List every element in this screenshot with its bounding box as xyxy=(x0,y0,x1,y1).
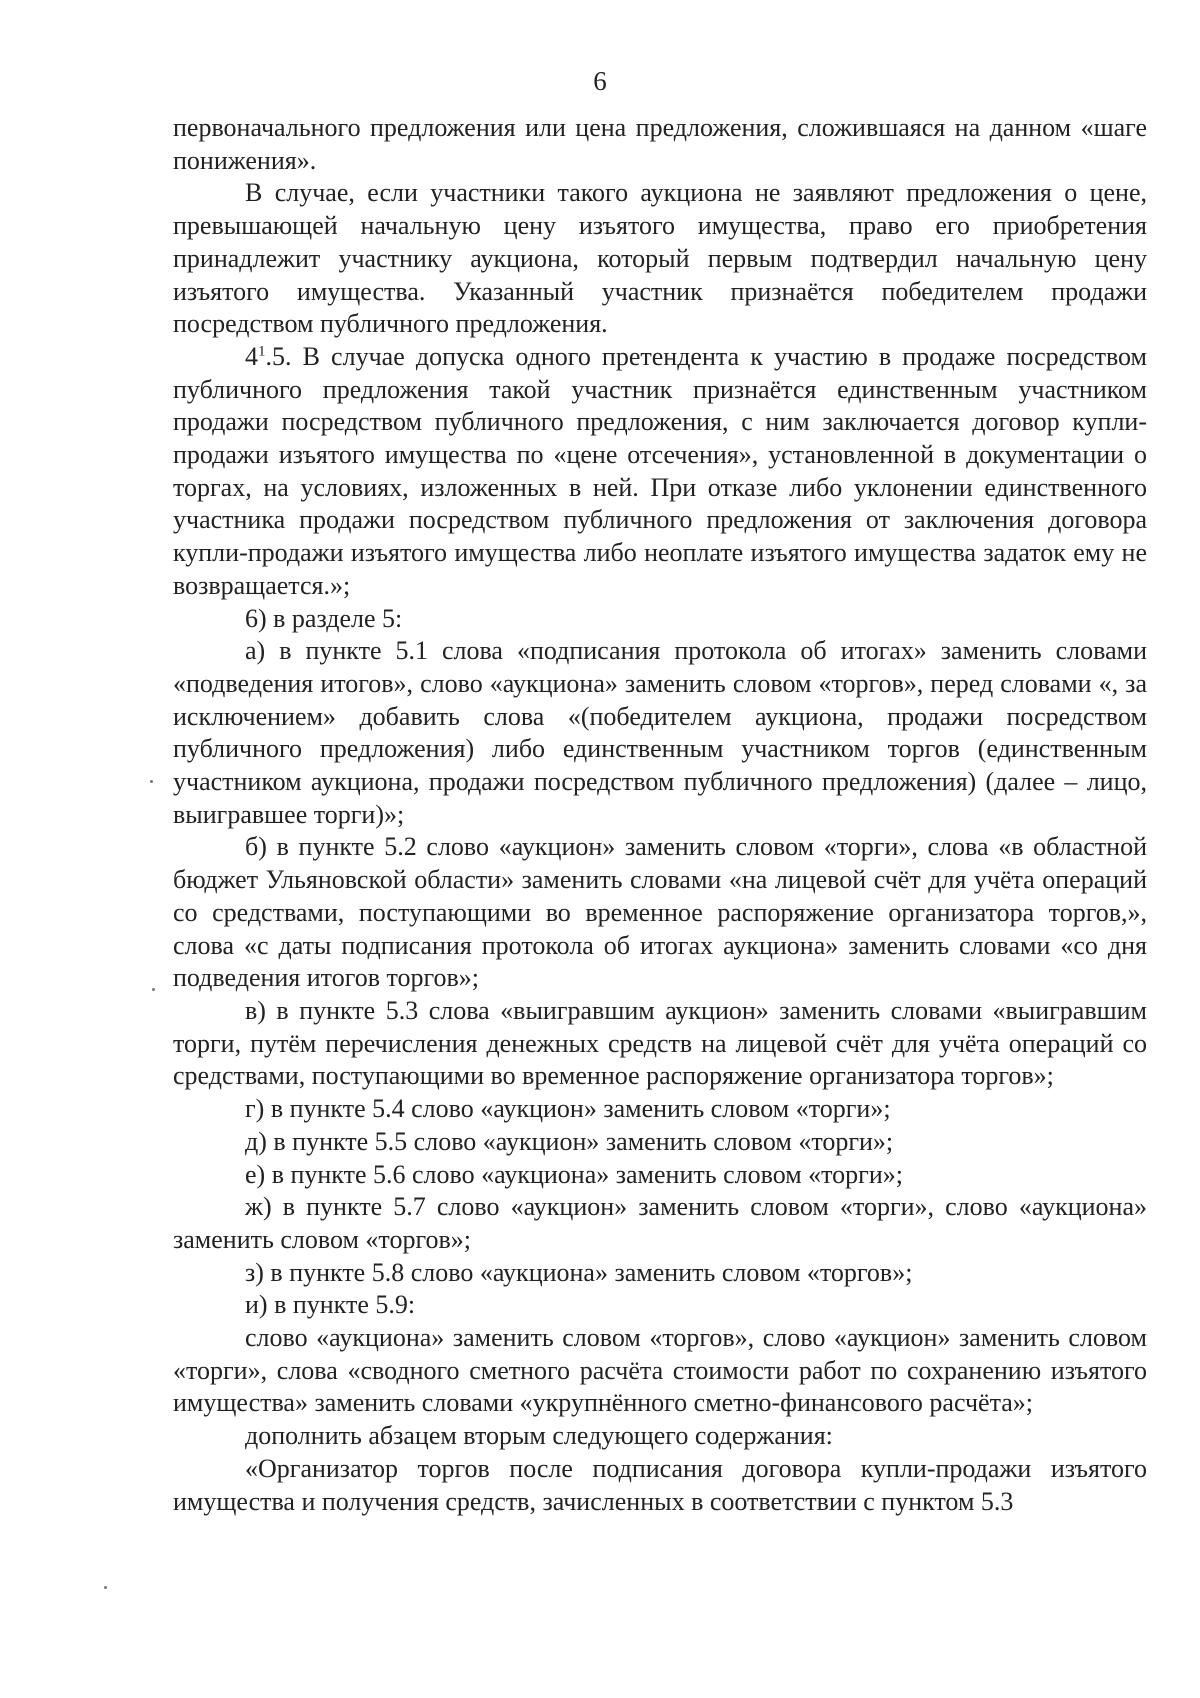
document-body xyxy=(173,112,1147,1518)
paragraph: первоначального предложения или цена предложения, сложившаяся на данном «шаге понижения». xyxy=(173,113,1147,175)
paragraph: е) в пункте 5.6 слово «аукциона» заменить словом «торги»; xyxy=(245,1159,903,1189)
paragraph: слово «аукциона» заменить словом «торгов», слово «аукцион» заменить словом «торги», слова «сводного сметного расчёта стоимости работ по сохранению изъятого имущества» заменить словами «укрупнённого сметно-финансового расчёта»; xyxy=(173,1323,1147,1418)
paragraph: дополнить абзацем вторым следующего содержания: xyxy=(245,1421,833,1451)
paragraph: в) в пункте 5.3 слова «выигравшим аукцион» заменить словами «выигравшим торги, путём перечисления денежных средств на лицевой счёт для учёта операций со средствами, поступающими во временное распоряжение организатора торгов»; xyxy=(173,995,1147,1091)
paragraph: д) в пункте 5.5 слово «аукцион» заменить словом «торги»; xyxy=(245,1126,894,1156)
paragraph: з) в пункте 5.8 слово «аукциона» заменить словом «торгов»; xyxy=(245,1257,913,1287)
paragraph: ж) в пункте 5.7 слово «аукцион» заменить словом «торги», слово «аукциона» заменить словом «торгов»; xyxy=(173,1192,1147,1254)
paragraph: 6) в разделе 5: xyxy=(245,603,403,633)
paragraph: а) в пункте 5.1 слова «подписания протокола об итогах» заменить словами «подведения итогов», слово «аукциона» заменить словом «торгов», перед словами «, за исключением» добавить слова «(победителем аукциона, продажи посредством публичного предложения) либо единственным участником торгов (единственным участником аукциона, продажи посредством публичного предложения) (далее – лицо, выигравшее торги)»; xyxy=(173,636,1147,829)
paragraph: г) в пункте 5.4 слово «аукцион» заменить словом «торги»; xyxy=(245,1094,891,1124)
clause-number: 4 xyxy=(245,341,258,371)
scan-speck xyxy=(152,988,155,991)
paragraph: и) в пункте 5.9: xyxy=(245,1290,416,1320)
page-number: 6 xyxy=(593,66,607,96)
clause-superscript: 1 xyxy=(258,343,266,360)
paragraph-4-1-5 xyxy=(173,341,1147,603)
paragraph: В случае, если участники такого аукциона не заявляют предложения о цене, превышающей начальную цену изъятого имущества, право его приобретения принадлежит участнику аукциона, который первым подтвердил начальную цену изъятого имущества. Указанный участник признаётся победителем продажи посредством публичного предложения. xyxy=(173,178,1147,339)
paragraph: б) в пункте 5.2 слово «аукцион» заменить словом «торги», слова «в областной бюджет Ульяновской области» заменить словами «на лицевой счёт для учёта операций со средствами, поступающими во временное распоряжение организатора торгов,», слова «с даты подписания протокола об итогах аукциона» заменить словами «со дня подведения итогов торгов»; xyxy=(173,832,1147,993)
scan-speck xyxy=(104,1586,107,1589)
clause-text: .5. В случае допуска одного претендента к участию в продаже посредством публичного предложения такой участник признаётся единственным участником продажи посредством публичного предложения, с ним заключается договор купли-продажи изъятого имущества по «цене отсечения», установленной в документации о торгах, на условиях, изложенных в ней. При отказе либо уклонении единственного участника продажи посредством публичного предложения от заключения договора купли-продажи изъятого имущества либо неоплате изъятого имущества задаток ему не возвращается.»; xyxy=(173,341,1147,600)
paragraph: «Организатор торгов после подписания договора купли-продажи изъятого имущества и получения средств, зачисленных в соответствии с пунктом 5.3 xyxy=(173,1453,1147,1516)
scan-speck xyxy=(150,780,153,783)
